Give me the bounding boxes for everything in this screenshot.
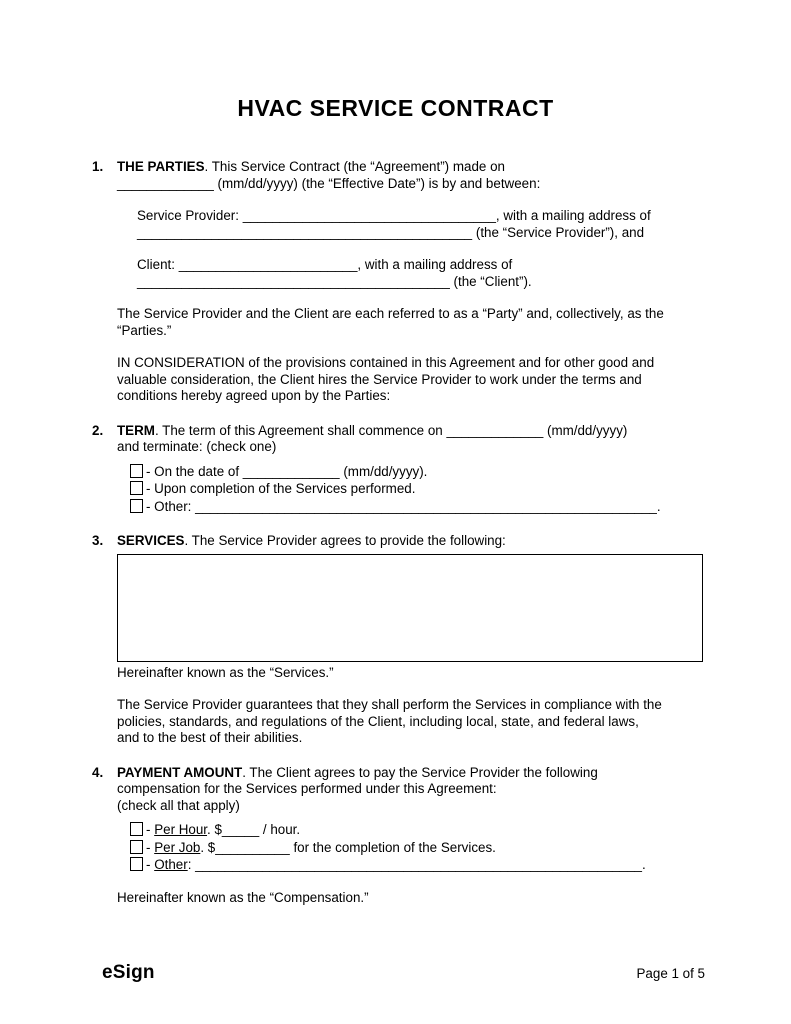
text-segment: (mm/dd/yyyy). bbox=[339, 463, 428, 479]
paragraph-line bbox=[117, 765, 703, 782]
document-body bbox=[0, 122, 791, 906]
page-footer bbox=[102, 961, 705, 983]
option-label: Other bbox=[154, 857, 188, 872]
text-segment: and terminate: (check one) bbox=[117, 439, 277, 454]
section-body bbox=[117, 423, 703, 516]
blank-field[interactable]: __________________________________________ bbox=[137, 273, 450, 289]
text-segment: , with a mailing address of bbox=[357, 257, 513, 272]
checkbox-row bbox=[130, 857, 703, 874]
paragraph bbox=[117, 306, 703, 339]
paragraph bbox=[137, 257, 703, 290]
text-segment: compensation for the Services performed under this Agreement: bbox=[117, 781, 497, 796]
checkbox-row bbox=[130, 840, 703, 857]
paragraph bbox=[117, 159, 703, 192]
text-segment: conditions hereby agreed upon by the Parties: bbox=[117, 388, 391, 403]
paragraph-line bbox=[137, 274, 703, 291]
paragraph-line bbox=[117, 697, 703, 714]
section bbox=[92, 765, 703, 907]
text-segment: Hereinafter known as the “Services.” bbox=[117, 664, 334, 680]
text-segment: policies, standards, and regulations of the Client, including local, state, and federal laws, bbox=[117, 713, 639, 729]
section-body bbox=[117, 159, 703, 405]
paragraph bbox=[117, 890, 703, 907]
checklist bbox=[130, 464, 703, 516]
text-segment: - bbox=[146, 822, 155, 837]
paragraph bbox=[117, 355, 703, 405]
paragraph-line bbox=[117, 176, 703, 193]
text-segment: - Other: bbox=[146, 498, 196, 514]
blank-field[interactable]: ____________________________________________________________ bbox=[195, 857, 642, 872]
text-segment: . $ bbox=[207, 822, 222, 837]
text-segment: , with a mailing address of bbox=[495, 208, 651, 223]
paragraph bbox=[137, 208, 703, 241]
paragraph-line bbox=[117, 372, 703, 389]
checkbox[interactable] bbox=[130, 840, 143, 854]
checkbox[interactable] bbox=[130, 857, 143, 871]
text-segment: - Upon completion of the Services performed. bbox=[146, 481, 416, 496]
blank-field[interactable]: _____________________________________________ bbox=[137, 224, 473, 240]
document-title: HVAC SERVICE CONTRACT bbox=[237, 95, 554, 121]
services-input-box[interactable] bbox=[117, 554, 703, 662]
section-number: 3. bbox=[92, 533, 104, 548]
blank-field[interactable]: __________ bbox=[215, 839, 290, 855]
section-number: 4. bbox=[92, 764, 104, 780]
checkbox-row bbox=[130, 464, 703, 481]
text-segment: (check all that apply) bbox=[117, 797, 240, 813]
text-segment: - On the date of bbox=[146, 463, 243, 479]
paragraph bbox=[117, 423, 703, 456]
esign-logo: eSign bbox=[102, 961, 155, 983]
paragraph-line bbox=[117, 890, 703, 907]
text-segment: - bbox=[146, 839, 155, 855]
blank-field[interactable]: _____ bbox=[221, 822, 260, 837]
paragraph-line bbox=[117, 533, 703, 550]
text-segment: for the completion of the Services. bbox=[289, 839, 496, 855]
blank-field[interactable]: _____________ bbox=[117, 175, 214, 191]
text-segment: IN CONSIDERATION of the provisions contained in this Agreement and for other good and bbox=[117, 355, 655, 370]
text-segment: . $ bbox=[200, 839, 216, 855]
paragraph-line bbox=[137, 257, 703, 274]
paragraph-line bbox=[117, 323, 703, 340]
section-body bbox=[117, 765, 703, 907]
text-segment: : bbox=[187, 857, 196, 872]
paragraph-line bbox=[117, 159, 703, 176]
paragraph-line bbox=[117, 714, 703, 731]
paragraph bbox=[117, 765, 703, 815]
text-segment: “Parties.” bbox=[117, 322, 172, 338]
section-heading-label: THE PARTIES bbox=[117, 159, 205, 174]
section-number: 1. bbox=[92, 159, 104, 174]
paragraph bbox=[117, 533, 703, 550]
text-segment: (the “Service Provider”), and bbox=[472, 224, 645, 240]
checkbox-row bbox=[130, 499, 703, 516]
paragraph-line bbox=[117, 439, 703, 456]
text-segment: The Service Provider guarantees that they shall perform the Services in compliance with the bbox=[117, 697, 662, 712]
text-segment: (mm/dd/yyyy) bbox=[543, 422, 628, 438]
text-segment: (the “Client”). bbox=[449, 273, 532, 289]
text-segment: (mm/dd/yyyy) (the “Effective Date”) is by and between: bbox=[213, 175, 541, 191]
checkbox[interactable] bbox=[130, 499, 143, 513]
section-number: 2. bbox=[92, 422, 104, 438]
blank-field[interactable]: _____________ bbox=[446, 422, 544, 438]
checkbox[interactable] bbox=[130, 481, 143, 495]
paragraph-line bbox=[117, 388, 703, 405]
text-segment: . bbox=[641, 857, 646, 872]
section-heading-label: TERM bbox=[117, 422, 155, 438]
paragraph-line bbox=[117, 423, 703, 440]
text-segment: and to the best of their abilities. bbox=[117, 730, 303, 745]
paragraph bbox=[117, 665, 703, 682]
checkbox-row bbox=[130, 822, 703, 839]
paragraph-line bbox=[117, 306, 703, 323]
section bbox=[92, 533, 703, 747]
option-label: Per Hour bbox=[154, 822, 208, 837]
checkbox[interactable] bbox=[130, 464, 143, 478]
section-heading-label: SERVICES bbox=[117, 533, 185, 548]
text-segment: . This Service Contract (the “Agreement”) made on bbox=[204, 159, 505, 174]
text-segment: . The Client agrees to pay the Service Provider the following bbox=[242, 764, 598, 780]
paragraph-line bbox=[117, 798, 703, 815]
paragraph-line bbox=[137, 208, 703, 225]
text-segment: The Service Provider and the Client are each referred to as a “Party” and, collectively, as the bbox=[117, 306, 664, 321]
section-heading-label: PAYMENT AMOUNT bbox=[117, 764, 243, 780]
paragraph-line bbox=[117, 781, 703, 798]
paragraph-line bbox=[117, 665, 703, 682]
text-segment: / hour. bbox=[259, 822, 301, 837]
text-segment: valuable consideration, the Client hires the Service Provider to work under the terms and bbox=[117, 371, 642, 387]
blank-field[interactable]: ________________________ bbox=[178, 257, 358, 272]
section bbox=[92, 159, 703, 405]
paragraph-line bbox=[117, 355, 703, 372]
section-body bbox=[117, 533, 703, 747]
section bbox=[92, 423, 703, 516]
paragraph-line bbox=[137, 225, 703, 242]
text-segment: . The Service Provider agrees to provide the following: bbox=[184, 533, 506, 548]
text-segment: Hereinafter known as the “Compensation.” bbox=[117, 889, 369, 905]
checkbox[interactable] bbox=[130, 822, 143, 836]
text-segment: . The term of this Agreement shall commence on bbox=[154, 422, 447, 438]
checkbox-row bbox=[130, 481, 703, 498]
paragraph-line bbox=[117, 730, 703, 747]
blank-field[interactable]: ______________________________________________________________ bbox=[195, 498, 657, 514]
option-label: Per Job bbox=[154, 839, 201, 855]
blank-field[interactable]: _____________ bbox=[242, 463, 340, 479]
text-segment: . bbox=[656, 498, 661, 514]
text-segment: Service Provider: bbox=[137, 208, 243, 223]
text-segment: - bbox=[146, 857, 155, 872]
text-segment: Client: bbox=[137, 257, 179, 272]
paragraph bbox=[117, 697, 703, 747]
page-number-label: Page 1 of 5 bbox=[636, 965, 705, 981]
checklist bbox=[130, 822, 703, 874]
blank-field[interactable]: __________________________________ bbox=[242, 208, 496, 223]
